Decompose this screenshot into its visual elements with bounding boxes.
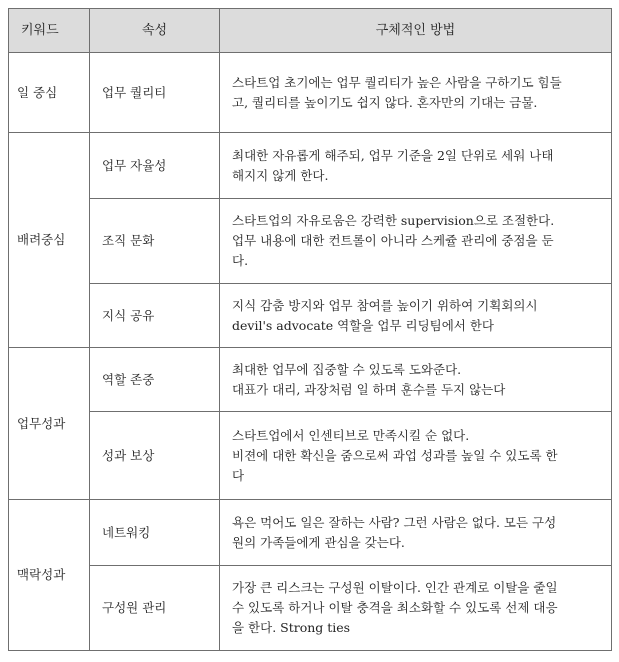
method-line: 다. — [232, 253, 249, 268]
attribute-cell: 성과 보상 — [90, 412, 220, 500]
table-row — [9, 412, 612, 500]
method-line: 을 한다. Strong ties — [232, 620, 351, 635]
method-cell — [220, 284, 612, 348]
method-cell — [220, 348, 612, 412]
method-cell — [220, 133, 612, 199]
attribute-cell: 업무 자율성 — [90, 133, 220, 199]
method-cell — [220, 566, 612, 651]
attribute-cell: 업무 퀄리티 — [90, 53, 220, 133]
table-container — [8, 8, 612, 651]
table-row — [9, 53, 612, 133]
table-row — [9, 348, 612, 412]
attribute-cell: 구성원 관리 — [90, 566, 220, 651]
header-method: 구체적인 방법 — [220, 9, 612, 53]
method-line: 욕은 먹어도 일은 잘하는 사람? 그런 사람은 없다. 모든 구성 — [232, 514, 557, 530]
attribute-cell: 역할 존중 — [90, 348, 220, 412]
method-line: 스타트업의 자유로움은 강력한 supervision으로 조절한다. — [232, 213, 555, 228]
keyword-cell: 업무성과 — [9, 348, 90, 500]
table-row — [9, 133, 612, 199]
method-line: 고, 퀄리티를 높이기도 쉽지 않다. 혼자만의 기대는 금물. — [232, 94, 538, 110]
method-line: 최대한 업무에 집중할 수 있도록 도와준다. — [232, 361, 462, 377]
table-row — [9, 566, 612, 651]
header-row — [9, 9, 612, 53]
method-line: 대표가 대리, 과장처럼 일 하며 훈수를 두지 않는다 — [232, 381, 506, 397]
attribute-cell: 네트워킹 — [90, 500, 220, 566]
method-line: 다 — [232, 467, 245, 483]
method-cell — [220, 53, 612, 133]
keyword-cell: 배려중심 — [9, 133, 90, 348]
table-row — [9, 500, 612, 566]
attribute-cell: 조직 문화 — [90, 199, 220, 284]
method-line: 해지지 않게 한다. — [232, 167, 329, 183]
method-line: 지식 감춤 방지와 업무 참여를 높이기 위하여 기획회의시 — [232, 297, 538, 313]
method-line: 최대한 자유롭게 해주되, 업무 기준을 2일 단위로 세워 나태 — [232, 147, 554, 163]
method-line: 비젼에 대한 확신을 줌으로써 과업 성과를 높일 수 있도록 한 — [232, 447, 558, 463]
method-cell — [220, 500, 612, 566]
header-attribute: 속성 — [90, 9, 220, 53]
strategy-table — [8, 8, 612, 651]
method-line: 스타트업 초기에는 업무 퀄리티가 높은 사람을 구하기도 힘들 — [232, 74, 562, 90]
method-line: 수 있도록 하거나 이탈 충격을 최소화할 수 있도록 선제 대응 — [232, 600, 558, 615]
method-line: 원의 가족들에게 관심을 갖는다. — [232, 534, 405, 550]
method-line: 업무 내용에 대한 컨트롤이 아니라 스케쥴 관리에 중점을 둔 — [232, 233, 554, 248]
method-cell — [220, 199, 612, 284]
header-keyword: 키워드 — [9, 9, 90, 53]
method-line: 가장 큰 리스크는 구성원 이탈이다. 인간 관계로 이탈을 줄일 — [232, 580, 558, 595]
method-line: 스타트업에서 인센티브로 만족시킬 순 없다. — [232, 427, 470, 443]
keyword-cell: 맥락성과 — [9, 500, 90, 651]
attribute-cell: 지식 공유 — [90, 284, 220, 348]
keyword-cell: 일 중심 — [9, 53, 90, 133]
table-row — [9, 284, 612, 348]
method-cell — [220, 412, 612, 500]
table-row — [9, 199, 612, 284]
method-line: devil's advocate 역할을 업무 리딩팀에서 한다 — [232, 317, 494, 333]
